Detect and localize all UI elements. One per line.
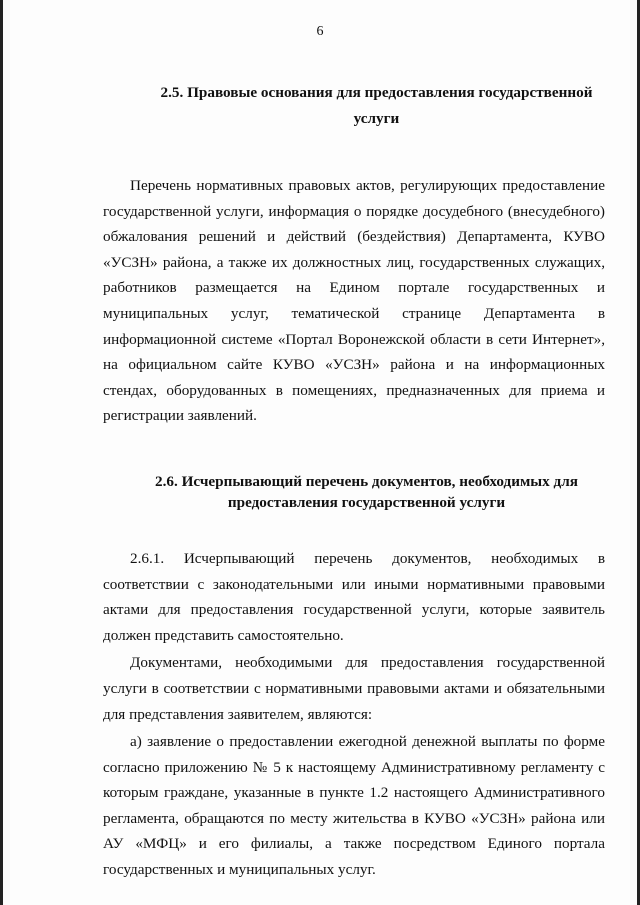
paragraph-item-a: а) заявление о предоставлении ежегодной денежной выплаты по форме согласно приложению № 5 к настоящему Административному регламенту с которым граждане, указанные в пункте 1.2 настоящего Административного регламента, обращаются по месту жительства в КУВО «УСЗН» района или АУ «МФЦ» и его филиалы, а также посредством Единого портала государственных и муниципальных услуг. (103, 733, 605, 879)
section-2-5-heading (103, 80, 605, 132)
section-2-6-heading-line2: предоставления государственной услуги (227, 493, 506, 511)
section-2-6-heading-line1: 2.6. Исчерпывающий перечень документов, необходимых для (155, 472, 578, 490)
section-2-5-heading-line2: услуги (353, 110, 400, 127)
scan-left-edge (0, 0, 3, 905)
document-body (103, 80, 605, 883)
paragraph-required-documents: Документами, необходимыми для предоставления государственной услуги в соответствии с нормативными правовыми актами и обязательными для представления заявителем, являются: (103, 654, 605, 723)
section-2-5-paragraph: Перечень нормативных правовых актов, регулирующих предоставление государственной услуги, информация о порядке досудебного (внесудебного) обжалования решений и действий (бездействия) Департамента, КУВО «УСЗН» района, а также их должностных лиц, государственных служащих, работников размещается на Едином портале государственных и муниципальных услуг, тематической странице Департамента в информационной системе «Портал Воронежской области в сети Интернет», на официальном сайте КУВО «УСЗН» района и на информационных стендах, оборудованных в помещениях, предназначенных для приема и регистрации заявлений. (103, 177, 605, 425)
paragraph-2-6-1: 2.6.1. Исчерпывающий перечень документов, необходимых в соответствии с законодательными или иными нормативными правовыми актами для предоставления государственной услуги, которые заявитель должен представить самостоятельно. (103, 549, 605, 644)
section-2-5-heading-line1: 2.5. Правовые основания для предоставления государственной (160, 84, 593, 101)
section-2-6-heading (103, 471, 605, 513)
page-number: 6 (316, 24, 324, 39)
